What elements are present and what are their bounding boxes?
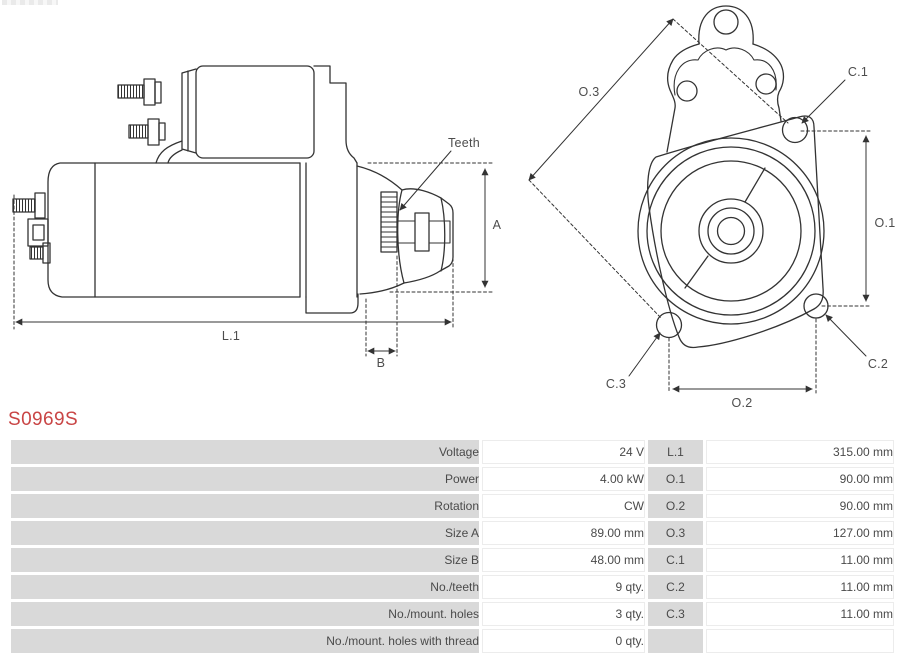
c1-leader-line — [802, 80, 845, 123]
table-row — [11, 575, 894, 599]
dim-value-cell: 315.00 mm — [706, 440, 894, 464]
spec-table — [8, 437, 897, 656]
dim-label-cell: O.3 — [648, 521, 703, 545]
dim-label-c3: C.3 — [605, 377, 627, 391]
table-row — [11, 629, 894, 653]
right-shoulder-hole — [756, 74, 776, 94]
dim-value-cell: 127.00 mm — [706, 521, 894, 545]
spec-label-cell: No./mount. holes — [11, 602, 479, 626]
spec-value-cell: 89.00 mm — [482, 521, 645, 545]
dimension-b — [366, 256, 397, 356]
dim-label-teeth: Teeth — [447, 136, 481, 150]
dim-label-cell — [648, 629, 703, 653]
drive-end-housing — [357, 166, 453, 294]
table-row — [11, 602, 894, 626]
side-view-drawing — [13, 66, 492, 356]
dimension-o2 — [669, 319, 816, 393]
dim-value-cell: 11.00 mm — [706, 575, 894, 599]
solenoid-end-cap — [182, 69, 196, 153]
spec-value-cell: 4.00 kW — [482, 467, 645, 491]
teeth-leader-line — [400, 151, 451, 210]
dim-label-c2: C.2 — [867, 357, 889, 371]
table-row — [11, 467, 894, 491]
spec-label-cell: Size A — [11, 521, 479, 545]
c3-leader-line — [629, 333, 660, 376]
spec-value-cell: 9 qty. — [482, 575, 645, 599]
c2-leader-line — [826, 315, 866, 356]
dim-label-cell: C.2 — [648, 575, 703, 599]
spec-label-cell: Power — [11, 467, 479, 491]
dim-label-cell: L.1 — [648, 440, 703, 464]
front-view-drawing — [529, 6, 871, 393]
spec-value-cell: CW — [482, 494, 645, 518]
table-row — [11, 521, 894, 545]
dim-value-cell: 90.00 mm — [706, 494, 894, 518]
spec-value-cell: 48.00 mm — [482, 548, 645, 572]
dim-label-b: B — [376, 356, 386, 370]
mounting-flange — [648, 116, 824, 347]
spec-value-cell: 0 qty. — [482, 629, 645, 653]
dim-label-o1: O.1 — [874, 216, 896, 230]
dimension-o1 — [801, 131, 871, 306]
dimension-l1 — [14, 195, 453, 329]
rear-terminal-studs — [13, 193, 50, 263]
left-shoulder-hole — [677, 81, 697, 101]
dim-label-cell: C.1 — [648, 548, 703, 572]
spec-label-cell: No./mount. holes with thread — [11, 629, 479, 653]
solenoid-terminal-studs — [118, 79, 165, 145]
dim-label-cell: O.2 — [648, 494, 703, 518]
hole-c3 — [657, 313, 682, 338]
dim-label-a: A — [492, 218, 502, 232]
drive-bracket-top — [314, 66, 357, 163]
dim-label-l1: L.1 — [221, 329, 241, 343]
dim-label-o3: O.3 — [578, 85, 600, 99]
spec-label-cell: No./teeth — [11, 575, 479, 599]
table-row — [11, 548, 894, 572]
dim-label-o2: O.2 — [731, 396, 753, 410]
table-row — [11, 440, 894, 464]
spec-label-cell: Voltage — [11, 440, 479, 464]
dim-label-cell: O.1 — [648, 467, 703, 491]
part-number: S0969S — [8, 409, 79, 430]
dim-label-c1: C.1 — [847, 65, 869, 79]
dim-value-cell: 11.00 mm — [706, 602, 894, 626]
spec-label-cell: Size B — [11, 548, 479, 572]
upper-housing — [667, 6, 783, 152]
spec-label-cell: Rotation — [11, 494, 479, 518]
dim-value-cell: 11.00 mm — [706, 548, 894, 572]
spec-value-cell: 24 V — [482, 440, 645, 464]
dim-value-cell — [706, 629, 894, 653]
spec-value-cell: 3 qty. — [482, 602, 645, 626]
table-row — [11, 494, 894, 518]
solenoid-body — [196, 66, 314, 158]
dim-value-cell: 90.00 mm — [706, 467, 894, 491]
top-mount-hole — [714, 10, 738, 34]
dim-label-cell: C.3 — [648, 602, 703, 626]
motor-body — [48, 163, 300, 297]
